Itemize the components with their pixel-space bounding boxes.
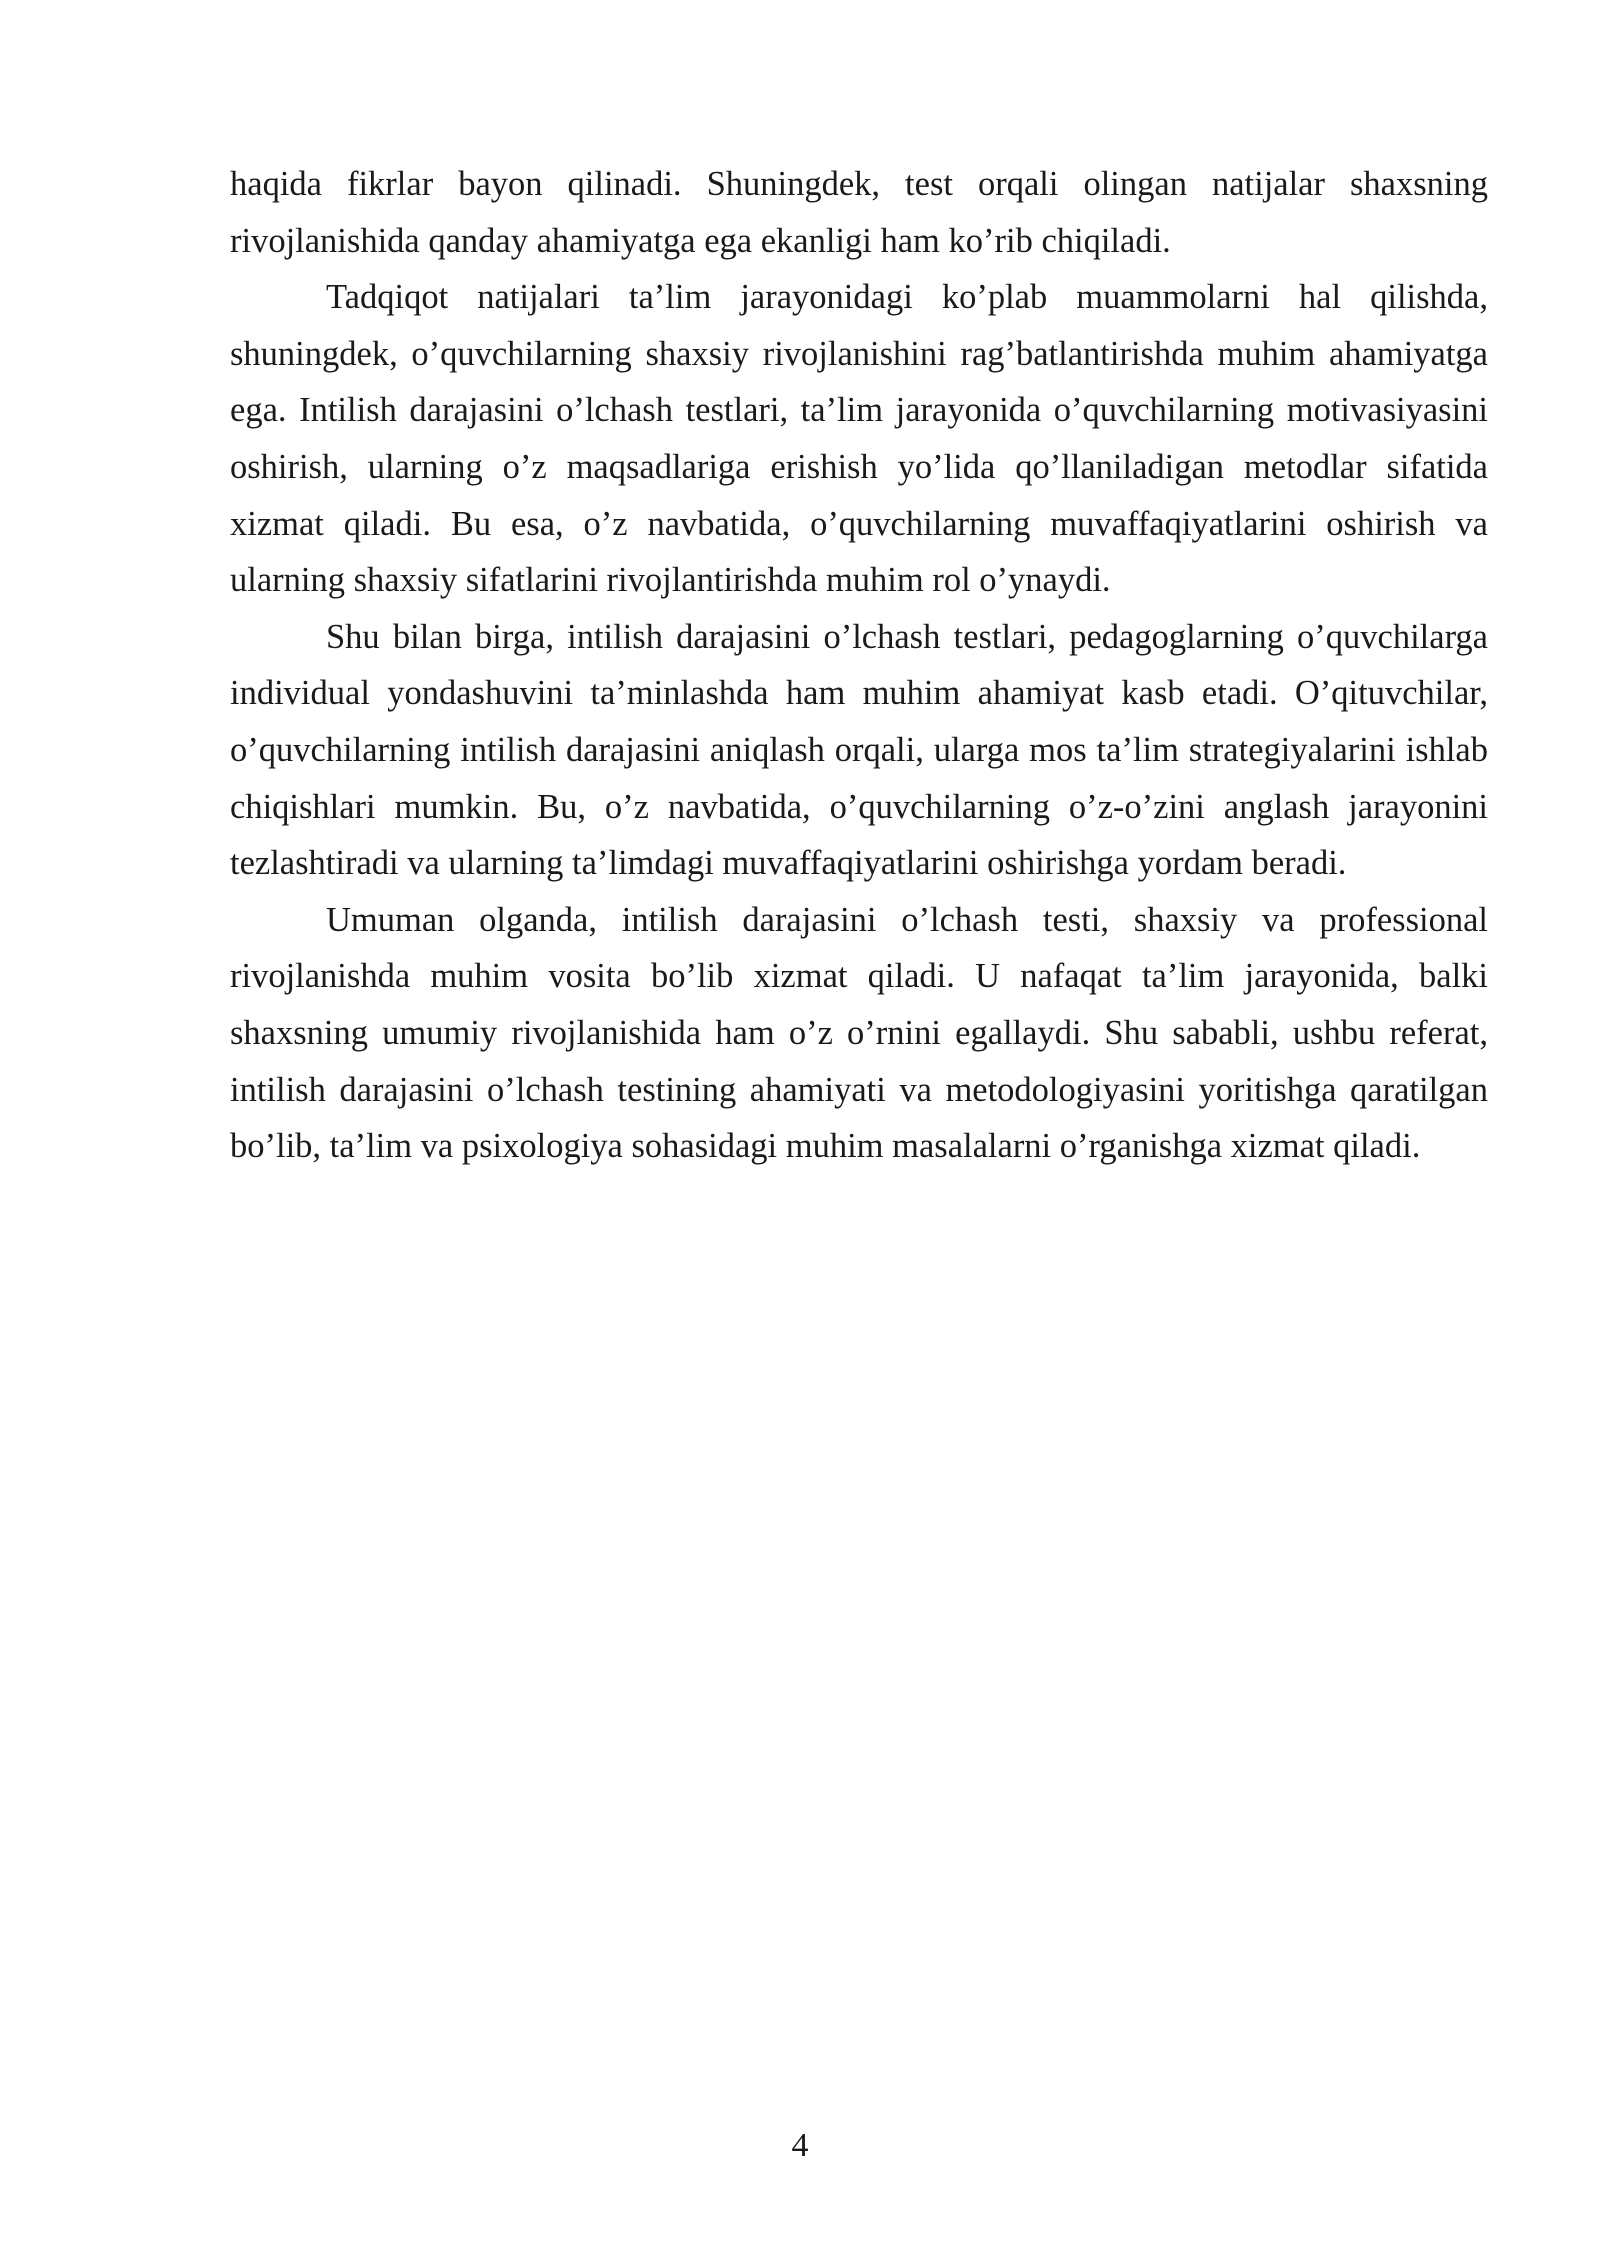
- body-text: [230, 156, 1488, 1175]
- paragraph: Umuman olganda, intilish darajasini o’lchash testi, shaxsiy va professional rivojlanishda muhim vosita bo’lib xizmat qiladi. U nafaqat ta’lim jarayonida, balki shaxsning umumiy rivojlanishida ham o’z o’rnini egallaydi. Shu sababli, ushbu referat, intilish darajasini o’lchash testining ahamiyati va metodologiyasini yoritishga qaratilgan bo’lib, ta’lim va psixologiya sohasidagi muhim masalalarni o’rganishga xizmat qiladi.: [230, 900, 1488, 1166]
- page-number: 4: [791, 2127, 809, 2164]
- paragraph-continuation: haqida fikrlar bayon qilinadi. Shuningdek, test orqali olingan natijalar shaxsning rivojlanishida qanday ahamiyatga ega ekanligi ham ko’rib chiqiladi.: [230, 165, 1488, 260]
- paragraph: Tadqiqot natijalari ta’lim jarayonidagi ko’plab muammolarni hal qilishda, shuningdek, o’quvchilarning shaxsiy rivojlanishini rag’batlantirishda muhim ahamiyatga ega. Intilish darajasini o’lchash testlari, ta’lim jarayonida o’quvchilarning motivasiyasini oshirish, ularning o’z maqsadlariga erishish yo’lida qo’llaniladigan metodlar sifatida xizmat qiladi. Bu esa, o’z navbatida, o’quvchilarning muvaffaqiyatlarini oshirish va ularning shaxsiy sifatlarini rivojlantirishda muhim rol o’ynaydi.: [230, 278, 1488, 600]
- paragraph: Shu bilan birga, intilish darajasini o’lchash testlari, pedagoglarning o’quvchilarga individual yondashuvini ta’minlashda ham muhim ahamiyat kasb etadi. O’qituvchilar, o’quvchilarning intilish darajasini aniqlash orqali, ularga mos ta’lim strategiyalarini ishlab chiqishlari mumkin. Bu, o’z navbatida, o’quvchilarning o’z-o’zini anglash jarayonini tezlashtiradi va ularning ta’limdagi muvaffaqiyatlarini oshirishga yordam beradi.: [230, 617, 1488, 883]
